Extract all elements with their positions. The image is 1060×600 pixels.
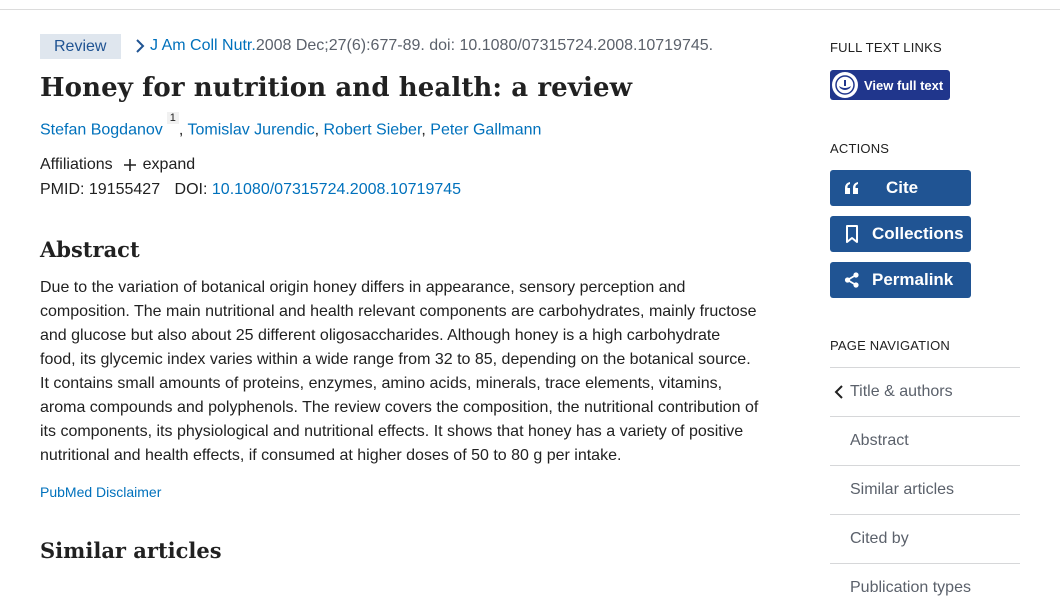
author-link[interactable]: Tomislav Jurendic [187,121,315,139]
view-full-text-label: View full text [864,77,944,93]
similar-articles-heading: Similar articles [40,538,222,564]
actions-group [830,170,1020,298]
author-link[interactable]: Stefan Bogdanov [40,121,163,139]
top-divider [0,9,1060,10]
page-navigation-label: PAGE NAVIGATION [830,338,951,353]
affiliations-row [40,156,760,174]
nav-item-similar-articles[interactable] [830,466,1020,515]
citation-line [40,33,760,59]
view-full-text-button[interactable] [830,70,950,100]
abstract-text: Due to the variation of botanical origin honey differs in appearance, sensory perception and composition. The main nutritional and health relevant components are carbohydrates, mainly fructose and glucose but also about 25 different oligosaccharides. Although honey is a high carbohydrate food, its glycemic index varies within a wide range from 32 to 85, depending on the botanical source. It contains small amounts of proteins, enzymes, amino acids, minerals, trace elements, vitamins, aroma compounds and polyphenols. The review covers the composition, the nutritional contribution of its components, its physiological and nutritional effects. It shows that honey has a variety of positive nutritional and health effects, if consumed at higher doses of 50 to 80 g per intake. [40,279,759,465]
affiliations-label: Affiliations [40,156,113,174]
abstract-heading: Abstract [40,237,140,263]
pmid-value: 19155427 [88,181,161,199]
share-icon [842,270,862,290]
article-title: Honey for nutrition and health: a review [40,73,633,103]
nav-item-abstract[interactable] [830,417,1020,466]
actions-label: ACTIONS [830,141,890,156]
nav-item-label: Similar articles [850,481,955,498]
author-link[interactable]: Peter Gallmann [430,121,542,139]
cite-button[interactable] [830,170,971,206]
pmid-label: PMID: [40,181,85,199]
author-link[interactable]: Robert Sieber [323,121,422,139]
nav-item-label: Abstract [850,432,909,449]
journal-link[interactable]: J Am Coll Nutr. [150,37,256,54]
expand-label: expand [142,156,196,174]
review-badge: Review [40,34,121,59]
nav-item-label: Publication types [850,579,971,596]
authors-list: Stefan Bogdanov$^1$, Tomislav Jurendic, Robert Sieber, Peter Gallmann [40,112,542,139]
nav-item-label: Cited by [850,530,909,547]
chevron-right-icon [130,36,150,56]
permalink-label: Permalink [872,270,954,289]
pubmed-disclaimer-link[interactable]: PubMed Disclaimer [40,484,162,501]
quote-icon [842,178,862,198]
doi-link[interactable]: 10.1080/07315724.2008.10719745 [211,181,462,199]
nav-item-publication-types[interactable] [830,564,1020,600]
affiliation-superscript[interactable]: 1 [167,112,179,124]
chevron-left-icon [832,384,846,400]
cite-label: Cite [886,178,919,197]
nav-item-label: Title & authors [850,383,953,400]
bookmark-icon [842,224,862,244]
expand-button[interactable] [123,156,196,174]
publisher-logo-icon [832,72,858,98]
collections-button[interactable] [830,216,971,252]
nav-item-title-authors[interactable] [830,368,1020,417]
nav-item-cited-by[interactable] [830,515,1020,564]
sidebar [830,40,1020,600]
permalink-button[interactable] [830,262,971,298]
collections-label: Collections [872,224,964,243]
identifiers-row [40,181,760,199]
article-main [40,33,760,563]
full-text-links-label: FULL TEXT LINKS [830,40,942,55]
plus-icon [123,158,137,172]
page-navigation [830,367,1020,600]
citation-details: 2008 Dec;27(6):677-89. doi: 10.1080/07315724.2008.10719745. [255,37,714,54]
doi-label: DOI: [174,181,208,199]
